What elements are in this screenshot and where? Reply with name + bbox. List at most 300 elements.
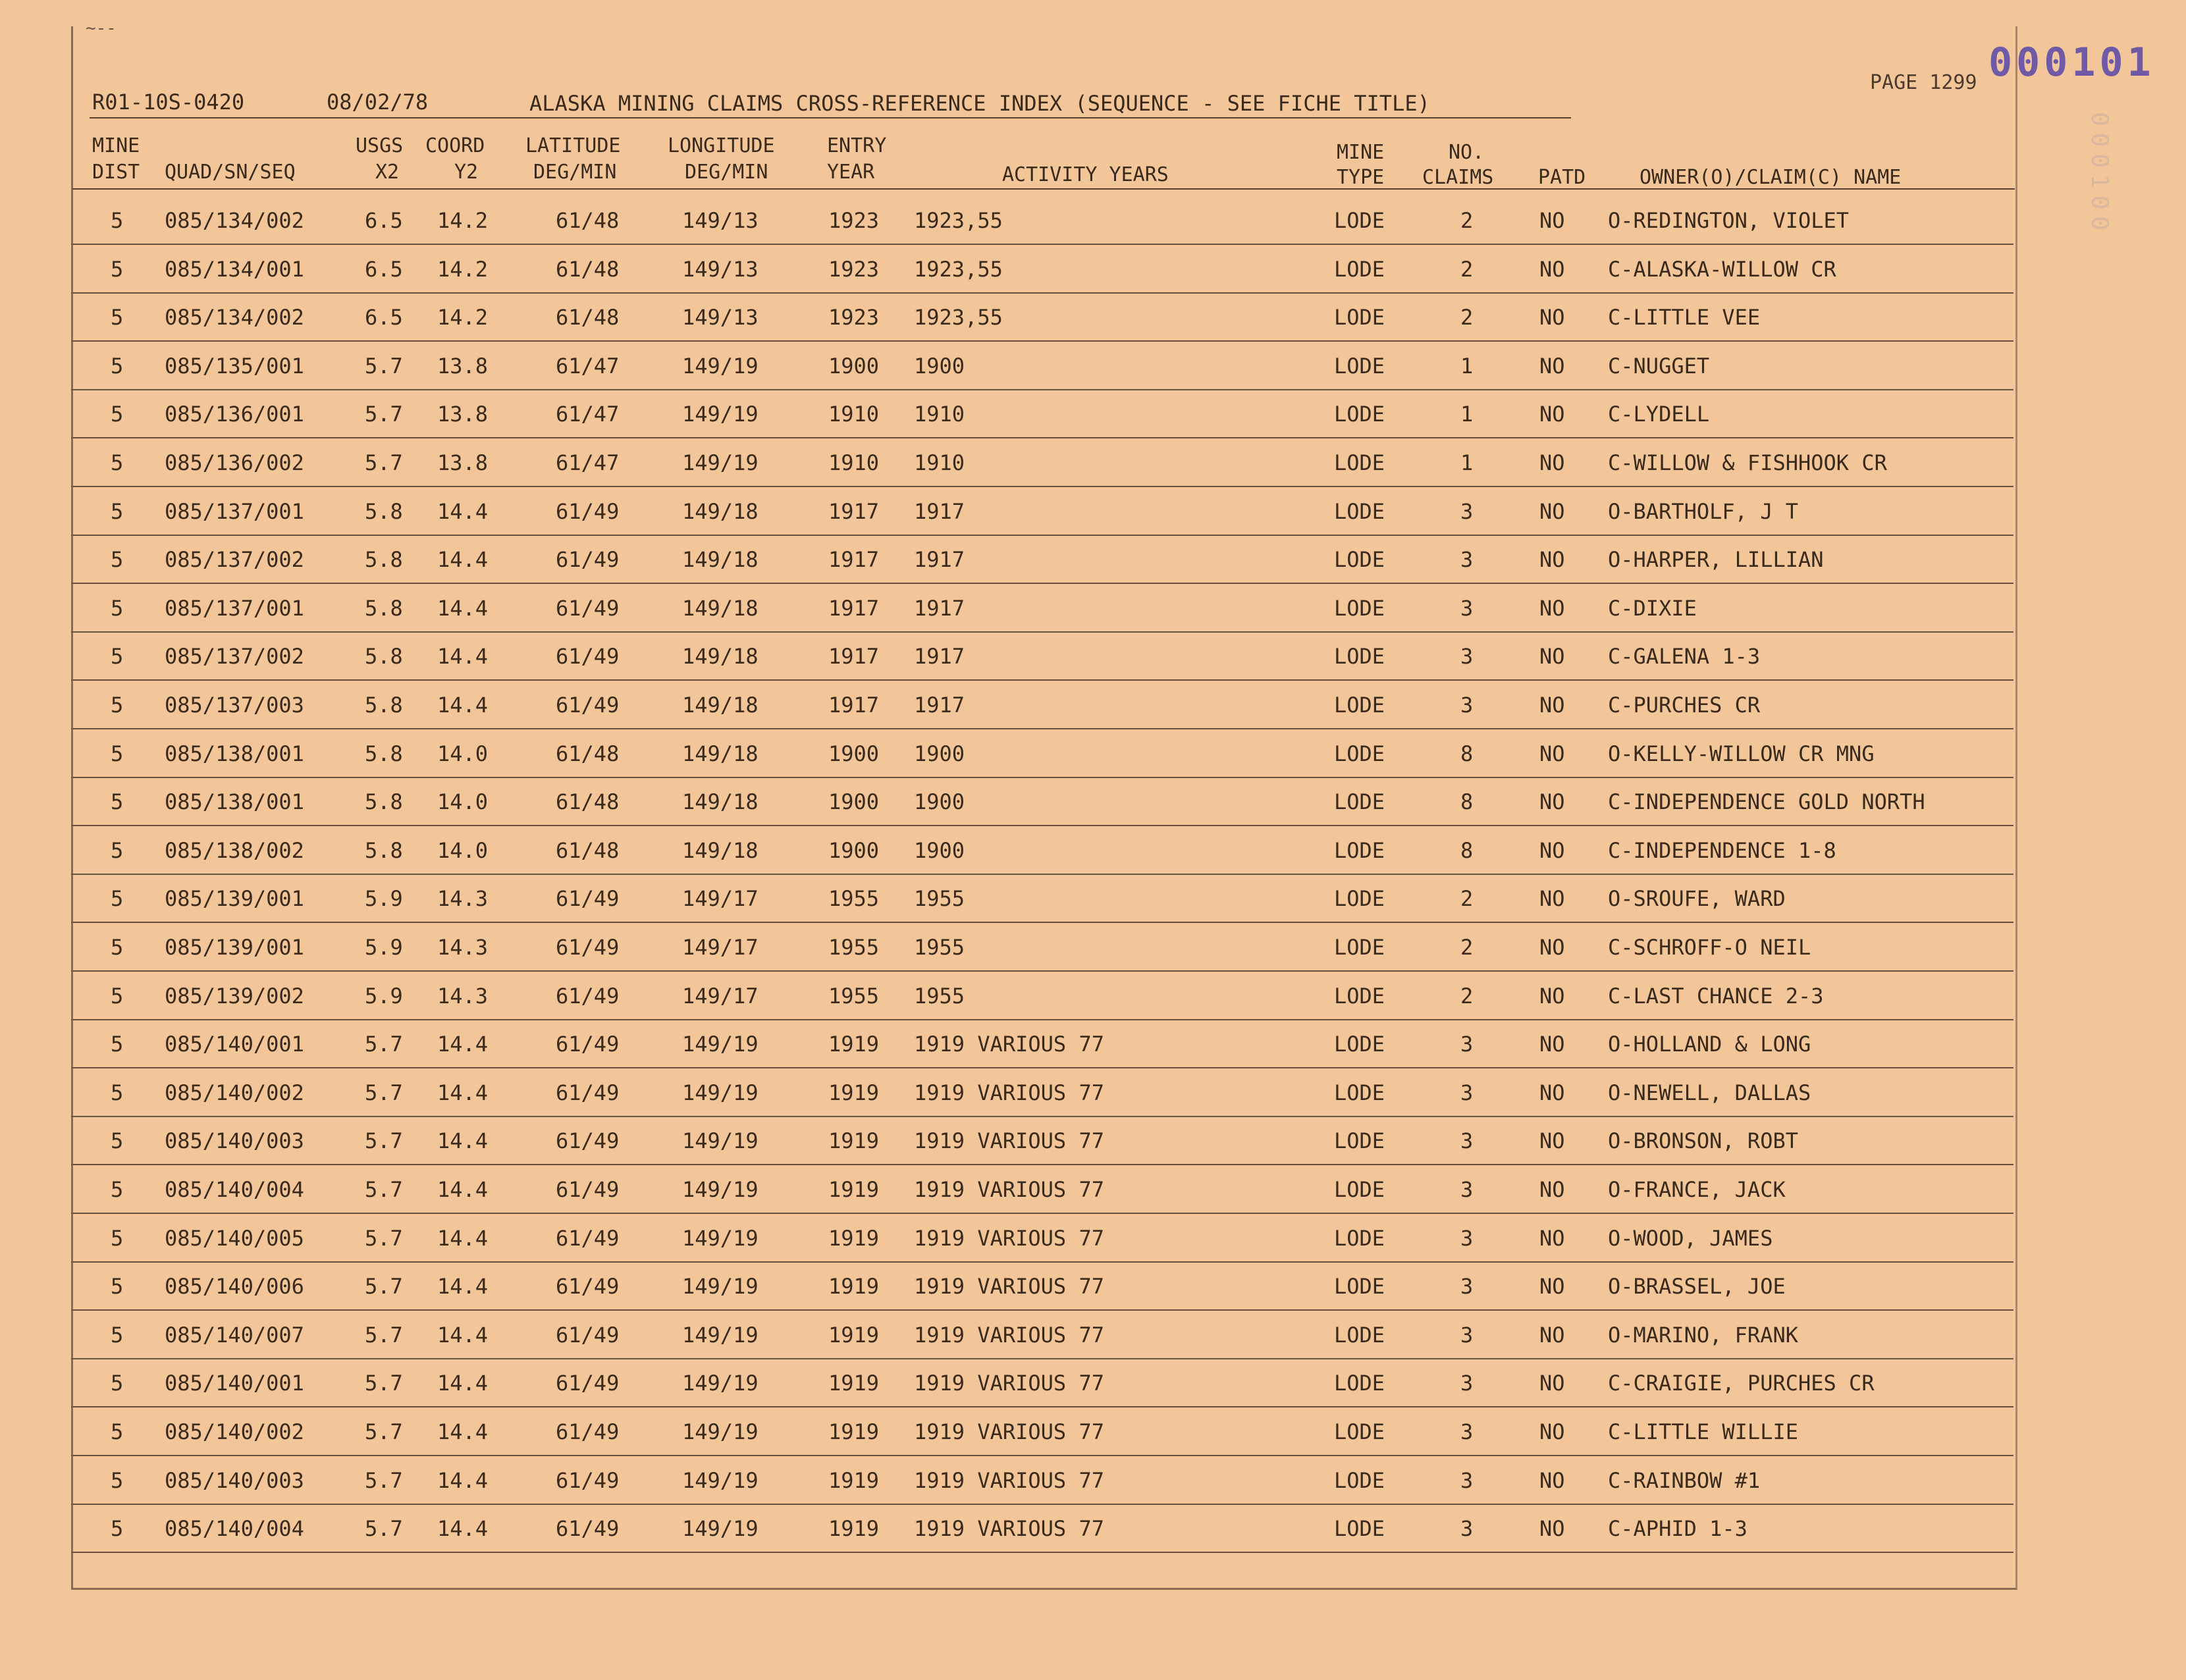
- side-fiche-mark: 000100: [2086, 112, 2113, 238]
- claims-count-cell: 3: [1460, 595, 1474, 621]
- longitude-cell: 149/18: [682, 837, 759, 863]
- patented-cell: NO: [1539, 208, 1565, 233]
- coord-y2-cell: 14.0: [437, 837, 489, 863]
- coord-y2-cell: 14.4: [437, 498, 489, 524]
- coord-y2-cell: 14.4: [437, 1225, 489, 1251]
- entry-year-cell: 1917: [828, 644, 880, 669]
- activity-years-cell: 1900: [914, 741, 965, 766]
- coord-y2-cell: 14.0: [437, 741, 489, 766]
- patented-cell: NO: [1539, 693, 1565, 718]
- latitude-cell: 61/48: [556, 837, 620, 863]
- header-dist-line2: DIST: [92, 161, 140, 184]
- owner-claim-name-cell: C-APHID 1-3: [1608, 1516, 1747, 1542]
- claims-count-cell: 2: [1460, 305, 1474, 330]
- longitude-cell: 149/19: [682, 1080, 759, 1105]
- entry-year-cell: 1955: [828, 983, 880, 1009]
- owner-claim-name-cell: C-RAINBOW #1: [1608, 1467, 1761, 1493]
- mine-district-cell: 5: [111, 498, 124, 524]
- quad-sn-seq-cell: 085/137/001: [165, 595, 304, 621]
- table-row: [71, 874, 2013, 923]
- patented-cell: NO: [1539, 450, 1565, 475]
- owner-claim-name-cell: O-HARPER, LILLIAN: [1608, 547, 1824, 573]
- usgs-x2-cell: 5.7: [365, 1371, 403, 1396]
- entry-year-cell: 1917: [828, 595, 880, 621]
- mine-type-cell: LODE: [1334, 935, 1385, 960]
- quad-sn-seq-cell: 085/135/001: [165, 353, 304, 379]
- owner-claim-name-cell: C-LYDELL: [1608, 402, 1710, 427]
- claims-count-cell: 3: [1460, 1516, 1474, 1542]
- coord-y2-cell: 14.4: [437, 693, 489, 718]
- usgs-x2-cell: 6.5: [365, 305, 403, 330]
- patented-cell: NO: [1539, 1080, 1565, 1105]
- longitude-cell: 149/19: [682, 1419, 759, 1444]
- claims-count-cell: 3: [1460, 1032, 1474, 1057]
- owner-claim-name-cell: C-LAST CHANCE 2-3: [1608, 983, 1824, 1009]
- quad-sn-seq-cell: 085/140/001: [165, 1032, 304, 1057]
- mine-district-cell: 5: [111, 693, 124, 718]
- latitude-cell: 61/47: [556, 450, 620, 475]
- latitude-cell: 61/48: [556, 256, 620, 282]
- owner-claim-name-cell: C-DIXIE: [1608, 595, 1697, 621]
- entry-year-cell: 1919: [828, 1467, 880, 1493]
- activity-years-cell: 1919 VARIOUS 77: [914, 1177, 1104, 1202]
- latitude-cell: 61/49: [556, 547, 620, 573]
- latitude-cell: 61/49: [556, 1467, 620, 1493]
- mine-district-cell: 5: [111, 983, 124, 1009]
- quad-sn-seq-cell: 085/140/002: [165, 1080, 304, 1105]
- activity-years-cell: 1910: [914, 402, 965, 427]
- entry-year-cell: 1923: [828, 256, 880, 282]
- claims-count-cell: 8: [1460, 741, 1474, 766]
- mine-district-cell: 5: [111, 789, 124, 815]
- usgs-x2-cell: 5.7: [365, 1177, 403, 1202]
- claims-count-cell: 1: [1460, 353, 1474, 379]
- patented-cell: NO: [1539, 1371, 1565, 1396]
- longitude-cell: 149/18: [682, 595, 759, 621]
- entry-year-cell: 1955: [828, 935, 880, 960]
- page-number: PAGE 1299: [1870, 71, 1977, 94]
- header-type-line2: TYPE: [1337, 166, 1385, 189]
- patented-cell: NO: [1539, 1322, 1565, 1348]
- entry-year-cell: 1919: [828, 1177, 880, 1202]
- quad-sn-seq-cell: 085/137/002: [165, 547, 304, 573]
- activity-years-cell: 1919 VARIOUS 77: [914, 1225, 1104, 1251]
- mine-district-cell: 5: [111, 450, 124, 475]
- activity-years-cell: 1917: [914, 547, 965, 573]
- latitude-cell: 61/49: [556, 595, 620, 621]
- latitude-cell: 61/49: [556, 1274, 620, 1299]
- entry-year-cell: 1919: [828, 1128, 880, 1154]
- usgs-x2-cell: 5.7: [365, 1225, 403, 1251]
- coord-y2-cell: 14.4: [437, 1322, 489, 1348]
- mine-type-cell: LODE: [1334, 208, 1385, 233]
- claims-count-cell: 1: [1460, 402, 1474, 427]
- patented-cell: NO: [1539, 789, 1565, 815]
- quad-sn-seq-cell: 085/140/007: [165, 1322, 304, 1348]
- table-row: [71, 1504, 2013, 1553]
- usgs-x2-cell: 6.5: [365, 256, 403, 282]
- mine-district-cell: 5: [111, 1177, 124, 1202]
- patented-cell: NO: [1539, 983, 1565, 1009]
- usgs-x2-cell: 5.7: [365, 353, 403, 379]
- entry-year-cell: 1923: [828, 208, 880, 233]
- header-claims-line1: NO.: [1449, 141, 1485, 164]
- usgs-x2-cell: 5.8: [365, 693, 403, 718]
- mine-type-cell: LODE: [1334, 1274, 1385, 1299]
- owner-claim-name-cell: O-HOLLAND & LONG: [1608, 1032, 1811, 1057]
- patented-cell: NO: [1539, 741, 1565, 766]
- activity-years-cell: 1919 VARIOUS 77: [914, 1032, 1104, 1057]
- quad-sn-seq-cell: 085/136/002: [165, 450, 304, 475]
- patented-cell: NO: [1539, 886, 1565, 912]
- table-row: [71, 196, 2013, 245]
- coord-y2-cell: 14.4: [437, 1177, 489, 1202]
- claims-count-cell: 3: [1460, 1274, 1474, 1299]
- quad-sn-seq-cell: 085/139/002: [165, 983, 304, 1009]
- mine-type-cell: LODE: [1334, 1032, 1385, 1057]
- latitude-cell: 61/49: [556, 1371, 620, 1396]
- owner-claim-name-cell: C-LITTLE VEE: [1608, 305, 1761, 330]
- mine-district-cell: 5: [111, 1467, 124, 1493]
- patented-cell: NO: [1539, 1516, 1565, 1542]
- table-row: [71, 584, 2013, 633]
- row-rule: [71, 1552, 2013, 1553]
- entry-year-cell: 1917: [828, 498, 880, 524]
- activity-years-cell: 1917: [914, 693, 965, 718]
- header-y2-line1: COORD: [425, 134, 485, 157]
- latitude-cell: 61/49: [556, 644, 620, 669]
- header-x2-line1: USGS: [356, 134, 404, 157]
- mine-type-cell: LODE: [1334, 693, 1385, 718]
- latitude-cell: 61/49: [556, 1322, 620, 1348]
- usgs-x2-cell: 5.7: [365, 1274, 403, 1299]
- owner-claim-name-cell: C-CRAIGIE, PURCHES CR: [1608, 1371, 1875, 1396]
- mine-type-cell: LODE: [1334, 1516, 1385, 1542]
- entry-year-cell: 1900: [828, 789, 880, 815]
- mine-type-cell: LODE: [1334, 305, 1385, 330]
- latitude-cell: 61/48: [556, 741, 620, 766]
- entry-year-cell: 1923: [828, 305, 880, 330]
- usgs-x2-cell: 5.7: [365, 1032, 403, 1057]
- mine-type-cell: LODE: [1334, 886, 1385, 912]
- owner-claim-name-cell: C-NUGGET: [1608, 353, 1710, 379]
- mine-type-cell: LODE: [1334, 644, 1385, 669]
- latitude-cell: 61/47: [556, 353, 620, 379]
- claims-count-cell: 8: [1460, 837, 1474, 863]
- mine-district-cell: 5: [111, 305, 124, 330]
- longitude-cell: 149/18: [682, 693, 759, 718]
- mine-district-cell: 5: [111, 1419, 124, 1444]
- latitude-cell: 61/49: [556, 498, 620, 524]
- quad-sn-seq-cell: 085/139/001: [165, 886, 304, 912]
- mine-district-cell: 5: [111, 402, 124, 427]
- mine-type-cell: LODE: [1334, 595, 1385, 621]
- activity-years-cell: 1919 VARIOUS 77: [914, 1128, 1104, 1154]
- mine-district-cell: 5: [111, 1080, 124, 1105]
- mine-type-cell: LODE: [1334, 353, 1385, 379]
- owner-claim-name-cell: C-WILLOW & FISHHOOK CR: [1608, 450, 1887, 475]
- coord-y2-cell: 14.4: [437, 644, 489, 669]
- claims-count-cell: 3: [1460, 1371, 1474, 1396]
- usgs-x2-cell: 5.8: [365, 644, 403, 669]
- patented-cell: NO: [1539, 1177, 1565, 1202]
- table-row: [71, 1407, 2013, 1456]
- longitude-cell: 149/19: [682, 1032, 759, 1057]
- usgs-x2-cell: 5.8: [365, 789, 403, 815]
- mine-type-cell: LODE: [1334, 402, 1385, 427]
- latitude-cell: 61/49: [556, 693, 620, 718]
- quad-sn-seq-cell: 085/138/001: [165, 741, 304, 766]
- owner-claim-name-cell: O-NEWELL, DALLAS: [1608, 1080, 1811, 1105]
- mine-type-cell: LODE: [1334, 450, 1385, 475]
- usgs-x2-cell: 5.7: [365, 450, 403, 475]
- usgs-x2-cell: 5.7: [365, 1516, 403, 1542]
- owner-claim-name-cell: O-BARTHOLF, J T: [1608, 498, 1798, 524]
- header-lon-line2: DEG/MIN: [685, 161, 768, 184]
- owner-claim-name-cell: O-FRANCE, JACK: [1608, 1177, 1786, 1202]
- entry-year-cell: 1919: [828, 1322, 880, 1348]
- entry-year-cell: 1919: [828, 1516, 880, 1542]
- header-lat-line1: LATITUDE: [525, 134, 621, 157]
- coord-y2-cell: 13.8: [437, 402, 489, 427]
- table-row: [71, 293, 2013, 342]
- patented-cell: NO: [1539, 1419, 1565, 1444]
- report-date: 08/02/78: [327, 90, 429, 115]
- mine-district-cell: 5: [111, 741, 124, 766]
- quad-sn-seq-cell: 085/140/004: [165, 1516, 304, 1542]
- longitude-cell: 149/19: [682, 1177, 759, 1202]
- header-x2-line2: X2: [375, 161, 400, 184]
- activity-years-cell: 1917: [914, 595, 965, 621]
- usgs-x2-cell: 5.7: [365, 402, 403, 427]
- coord-y2-cell: 14.4: [437, 1419, 489, 1444]
- usgs-x2-cell: 5.8: [365, 595, 403, 621]
- header-quad: QUAD/SN/SEQ: [165, 161, 296, 184]
- owner-claim-name-cell: O-MARINO, FRANK: [1608, 1322, 1798, 1348]
- coord-y2-cell: 14.4: [437, 595, 489, 621]
- longitude-cell: 149/19: [682, 1128, 759, 1154]
- header-dist-line1: MINE: [92, 134, 140, 157]
- usgs-x2-cell: 5.8: [365, 498, 403, 524]
- table-row: [71, 1165, 2013, 1214]
- longitude-cell: 149/19: [682, 402, 759, 427]
- patented-cell: NO: [1539, 498, 1565, 524]
- latitude-cell: 61/49: [556, 1177, 620, 1202]
- usgs-x2-cell: 5.7: [365, 1419, 403, 1444]
- owner-claim-name-cell: O-BRONSON, ROBT: [1608, 1128, 1798, 1154]
- entry-year-cell: 1919: [828, 1419, 880, 1444]
- usgs-x2-cell: 5.9: [365, 886, 403, 912]
- longitude-cell: 149/17: [682, 935, 759, 960]
- mine-district-cell: 5: [111, 1322, 124, 1348]
- mine-type-cell: LODE: [1334, 1322, 1385, 1348]
- claims-count-cell: 8: [1460, 789, 1474, 815]
- table-row: [71, 729, 2013, 778]
- coord-y2-cell: 14.4: [437, 1128, 489, 1154]
- activity-years-cell: 1900: [914, 837, 965, 863]
- mine-district-cell: 5: [111, 353, 124, 379]
- claims-count-cell: 3: [1460, 1419, 1474, 1444]
- activity-years-cell: 1910: [914, 450, 965, 475]
- table-row: [71, 1311, 2013, 1359]
- claims-count-cell: 3: [1460, 547, 1474, 573]
- table-row: [71, 826, 2013, 875]
- patented-cell: NO: [1539, 1032, 1565, 1057]
- quad-sn-seq-cell: 085/137/002: [165, 644, 304, 669]
- owner-claim-name-cell: C-INDEPENDENCE 1-8: [1608, 837, 1836, 863]
- mine-district-cell: 5: [111, 1516, 124, 1542]
- coord-y2-cell: 14.2: [437, 305, 489, 330]
- quad-sn-seq-cell: 085/140/004: [165, 1177, 304, 1202]
- longitude-cell: 149/19: [682, 450, 759, 475]
- corner-mark: ~--: [86, 18, 117, 38]
- claims-count-cell: 3: [1460, 1467, 1474, 1493]
- header-type-line1: MINE: [1337, 141, 1385, 164]
- mine-district-cell: 5: [111, 837, 124, 863]
- mine-type-cell: LODE: [1334, 789, 1385, 815]
- coord-y2-cell: 13.8: [437, 353, 489, 379]
- latitude-cell: 61/48: [556, 208, 620, 233]
- table-row: [71, 1456, 2013, 1505]
- claims-count-cell: 3: [1460, 1225, 1474, 1251]
- mine-district-cell: 5: [111, 1274, 124, 1299]
- mine-type-cell: LODE: [1334, 1419, 1385, 1444]
- table-row: [71, 972, 2013, 1020]
- coord-y2-cell: 14.4: [437, 1080, 489, 1105]
- quad-sn-seq-cell: 085/140/002: [165, 1419, 304, 1444]
- quad-sn-seq-cell: 085/134/002: [165, 305, 304, 330]
- claims-count-cell: 3: [1460, 1322, 1474, 1348]
- patented-cell: NO: [1539, 1128, 1565, 1154]
- mine-district-cell: 5: [111, 208, 124, 233]
- activity-years-cell: 1919 VARIOUS 77: [914, 1080, 1104, 1105]
- quad-sn-seq-cell: 085/140/003: [165, 1128, 304, 1154]
- entry-year-cell: 1910: [828, 450, 880, 475]
- coord-y2-cell: 14.4: [437, 1467, 489, 1493]
- header-lon-line1: LONGITUDE: [668, 134, 775, 157]
- latitude-cell: 61/48: [556, 789, 620, 815]
- report-id: R01-10S-0420: [92, 90, 245, 115]
- activity-years-cell: 1955: [914, 886, 965, 912]
- activity-years-cell: 1919 VARIOUS 77: [914, 1371, 1104, 1396]
- entry-year-cell: 1919: [828, 1032, 880, 1057]
- longitude-cell: 149/19: [682, 1516, 759, 1542]
- fiche-number-stamp: 000101: [1988, 39, 2155, 86]
- longitude-cell: 149/13: [682, 305, 759, 330]
- mine-district-cell: 5: [111, 886, 124, 912]
- longitude-cell: 149/18: [682, 547, 759, 573]
- mine-district-cell: 5: [111, 1371, 124, 1396]
- usgs-x2-cell: 5.9: [365, 935, 403, 960]
- mine-type-cell: LODE: [1334, 1177, 1385, 1202]
- entry-year-cell: 1910: [828, 402, 880, 427]
- quad-sn-seq-cell: 085/140/005: [165, 1225, 304, 1251]
- patented-cell: NO: [1539, 644, 1565, 669]
- latitude-cell: 61/48: [556, 305, 620, 330]
- activity-years-cell: 1919 VARIOUS 77: [914, 1322, 1104, 1348]
- mine-type-cell: LODE: [1334, 498, 1385, 524]
- mine-district-cell: 5: [111, 256, 124, 282]
- activity-years-cell: 1919 VARIOUS 77: [914, 1274, 1104, 1299]
- activity-years-cell: 1919 VARIOUS 77: [914, 1467, 1104, 1493]
- quad-sn-seq-cell: 085/136/001: [165, 402, 304, 427]
- coord-y2-cell: 14.4: [437, 1371, 489, 1396]
- quad-sn-seq-cell: 085/138/001: [165, 789, 304, 815]
- header-activity: ACTIVITY YEARS: [1002, 163, 1169, 186]
- claims-count-cell: 3: [1460, 498, 1474, 524]
- longitude-cell: 149/19: [682, 353, 759, 379]
- patented-cell: NO: [1539, 547, 1565, 573]
- claims-count-cell: 2: [1460, 256, 1474, 282]
- table-row: [71, 487, 2013, 536]
- activity-years-cell: 1955: [914, 935, 965, 960]
- table-row: [71, 632, 2013, 681]
- longitude-cell: 149/17: [682, 983, 759, 1009]
- longitude-cell: 149/13: [682, 208, 759, 233]
- report-title: ALASKA MINING CLAIMS CROSS-REFERENCE INDEX (SEQUENCE - SEE FICHE TITLE): [529, 91, 1430, 116]
- mine-type-cell: LODE: [1334, 547, 1385, 573]
- longitude-cell: 149/19: [682, 1467, 759, 1493]
- mine-type-cell: LODE: [1334, 1225, 1385, 1251]
- latitude-cell: 61/47: [556, 402, 620, 427]
- claims-count-cell: 3: [1460, 644, 1474, 669]
- mine-district-cell: 5: [111, 1128, 124, 1154]
- longitude-cell: 149/18: [682, 644, 759, 669]
- table-row: [71, 390, 2013, 438]
- patented-cell: NO: [1539, 1225, 1565, 1251]
- mine-type-cell: LODE: [1334, 1080, 1385, 1105]
- mine-type-cell: LODE: [1334, 741, 1385, 766]
- patented-cell: NO: [1539, 595, 1565, 621]
- activity-years-cell: 1900: [914, 789, 965, 815]
- table-row: [71, 1214, 2013, 1263]
- patented-cell: NO: [1539, 935, 1565, 960]
- usgs-x2-cell: 5.8: [365, 741, 403, 766]
- header-patd: PATD: [1538, 166, 1586, 189]
- mine-district-cell: 5: [111, 1032, 124, 1057]
- longitude-cell: 149/17: [682, 886, 759, 912]
- coord-y2-cell: 14.3: [437, 983, 489, 1009]
- coord-y2-cell: 14.3: [437, 886, 489, 912]
- latitude-cell: 61/49: [556, 886, 620, 912]
- owner-claim-name-cell: C-ALASKA-WILLOW CR: [1608, 256, 1836, 282]
- owner-claim-name-cell: O-BRASSEL, JOE: [1608, 1274, 1786, 1299]
- activity-years-cell: 1923,55: [914, 208, 1003, 233]
- claims-count-cell: 2: [1460, 983, 1474, 1009]
- coord-y2-cell: 14.3: [437, 935, 489, 960]
- patented-cell: NO: [1539, 256, 1565, 282]
- owner-claim-name-cell: C-LITTLE WILLIE: [1608, 1419, 1798, 1444]
- usgs-x2-cell: 5.7: [365, 1080, 403, 1105]
- claims-count-cell: 2: [1460, 208, 1474, 233]
- mine-type-cell: LODE: [1334, 256, 1385, 282]
- longitude-cell: 149/18: [682, 789, 759, 815]
- table-row: [71, 681, 2013, 729]
- entry-year-cell: 1917: [828, 547, 880, 573]
- latitude-cell: 61/49: [556, 1225, 620, 1251]
- mine-type-cell: LODE: [1334, 1467, 1385, 1493]
- quad-sn-seq-cell: 085/138/002: [165, 837, 304, 863]
- quad-sn-seq-cell: 085/137/003: [165, 693, 304, 718]
- patented-cell: NO: [1539, 305, 1565, 330]
- quad-sn-seq-cell: 085/134/001: [165, 256, 304, 282]
- coord-y2-cell: 14.4: [437, 547, 489, 573]
- longitude-cell: 149/19: [682, 1371, 759, 1396]
- longitude-cell: 149/19: [682, 1225, 759, 1251]
- entry-year-cell: 1919: [828, 1371, 880, 1396]
- activity-years-cell: 1917: [914, 644, 965, 669]
- owner-claim-name-cell: O-REDINGTON, VIOLET: [1608, 208, 1850, 233]
